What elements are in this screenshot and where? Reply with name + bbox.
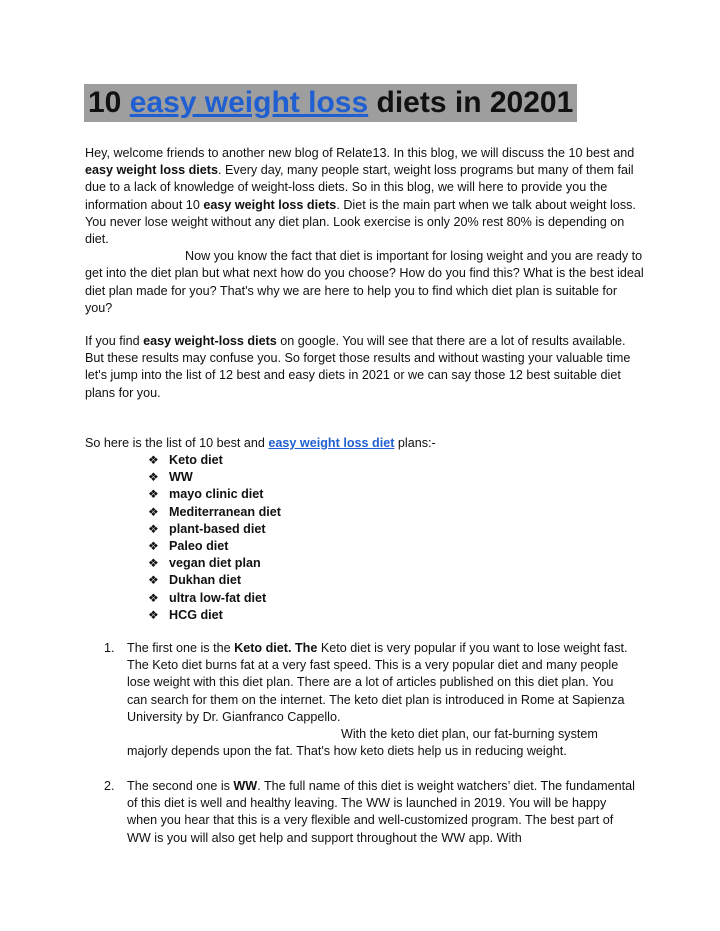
list-item: ❖ Paleo diet — [148, 538, 281, 555]
page-title — [84, 84, 577, 122]
intro-paragraph-3: If you find easy weight-loss diets on google. You will see that there are a lot of results available. But these results may confuse you. So forget those results and without wasting your valuable time let's jump into the list of 12 best and easy diets in 2021 or we can say those 12 best suitable diet plans for you. — [85, 334, 631, 400]
title-link[interactable]: easy weight loss — [129, 86, 369, 119]
diamond-bullet-icon: ❖ — [148, 453, 159, 467]
diamond-bullet-icon: ❖ — [148, 607, 159, 622]
list-item: ❖ vegan diet plan — [148, 555, 281, 572]
list-intro: So here is the list of 10 best and easy weight loss diet plans:- — [85, 436, 436, 450]
item-number: 1. — [104, 641, 115, 655]
list-item: ❖ ultra low-fat diet — [148, 590, 281, 607]
list-item: ❖ Dukhan diet — [148, 572, 281, 589]
intro-paragraph-2: Now you know the fact that diet is important for losing weight and you are ready to get into the diet plan but what next how do you choose? How do you find this? What is the best ideal diet plan made for you? That's why we are here to help you to find which diet plan is suitable for you? — [85, 249, 644, 315]
numbered-item-ww: The second one is WW. The full name of this diet is weight watchers’ diet. The fundamental of this diet is well and healthy leaving. The WW is launched in 2019. You will be happy when you hear that this is a very flexible and well-customized program. The best part of WW is you will also get help and support throughout the WW app. With — [127, 779, 635, 845]
list-item: ❖ WW — [148, 469, 281, 486]
diamond-bullet-icon: ❖ — [148, 470, 159, 485]
title-rest: diets in 20201 — [376, 86, 574, 119]
list-item: ❖ Mediterranean diet — [148, 504, 281, 521]
numbered-item-keto: The first one is the Keto diet. The Keto diet is very popular if you want to lose weight fast. The Keto diet burns fat at a very fast speed. This is a very popular diet and many people lose weight with this diet plan. There are a lot of articles published on this diet plan. You can search for them on the internet. The keto diet plan is introduced in Rome at Sapienza University by Dr. Gianfranco Cappello. With the keto diet plan, our fat-burning system majorly depends upon the fat. That's how keto diets help us in reducing weight. — [127, 641, 628, 759]
list-item: ❖ HCG diet — [148, 607, 281, 624]
weight-loss-diet-link[interactable]: easy weight loss diet — [268, 436, 395, 450]
diamond-bullet-icon: ❖ — [148, 538, 159, 553]
list-item: ❖ Keto diet — [148, 452, 281, 469]
title-number: 10 — [88, 86, 122, 119]
diamond-bullet-icon: ❖ — [148, 487, 159, 502]
item-number: 2. — [104, 779, 115, 793]
diamond-bullet-icon: ❖ — [148, 521, 159, 536]
diet-list — [148, 452, 281, 624]
list-item: ❖ mayo clinic diet — [148, 486, 281, 503]
diamond-bullet-icon: ❖ — [148, 590, 159, 605]
intro-paragraph-1: Hey, welcome friends to another new blog of Relate13. In this blog, we will discuss the 10 best and easy weight loss diets. Every day, many people start, weight loss programs but many of them fail due to a lack of knowledge of weight-loss diets. So in this blog, we will here to provide you the information about 10 easy weight loss diets. Diet is the main part when we talk about weight loss. You never lose weight without any diet plan. Look exercise is only 20% rest 80% is depending on diet. Now you know the fact that diet is important for losing weight and you are ready to get into the diet plan but what next how do you choose? How do you find this? What is the best ideal diet plan made for you? That's why we are here to help you to find which diet plan is suitable for you? — [85, 146, 644, 315]
list-item: ❖ plant-based diet — [148, 521, 281, 538]
diamond-bullet-icon: ❖ — [148, 573, 159, 588]
diamond-bullet-icon: ❖ — [148, 556, 159, 571]
diamond-bullet-icon: ❖ — [148, 504, 159, 519]
